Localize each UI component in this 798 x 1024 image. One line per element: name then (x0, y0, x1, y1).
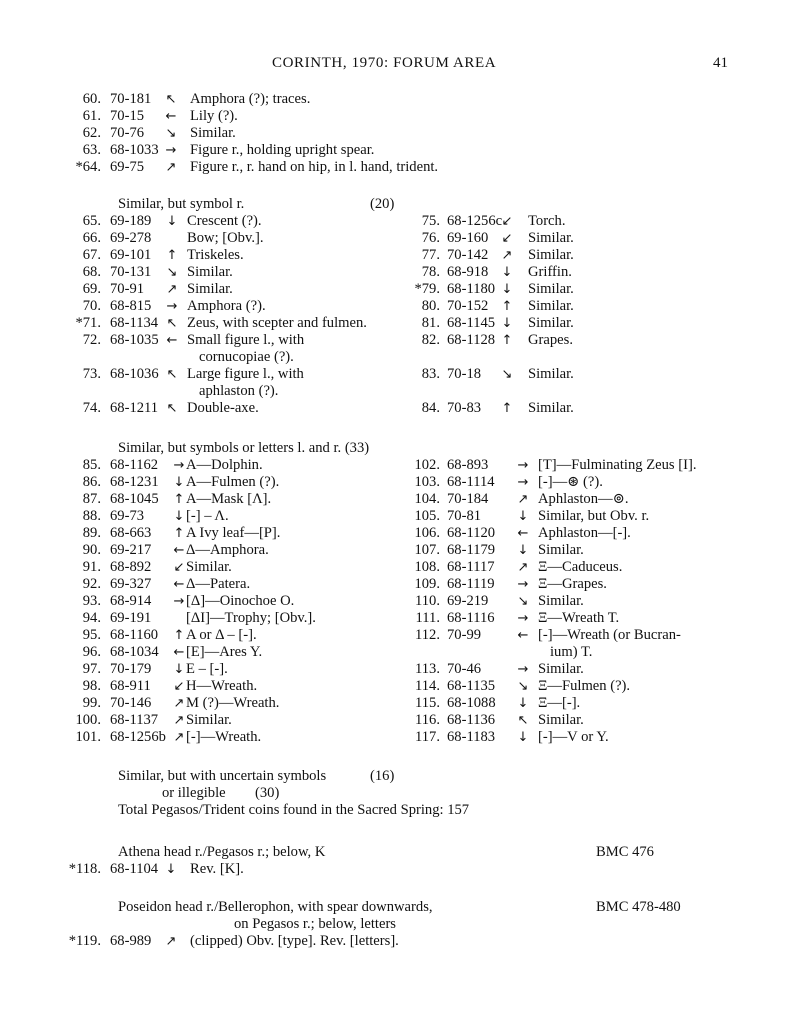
entry-number: 75. (421, 213, 440, 229)
die-axis-arrow-icon: ← (173, 645, 185, 660)
die-axis-arrow-icon: ↗ (165, 160, 177, 175)
entry-description: Similar. (528, 298, 574, 314)
entry-description: [E]—Ares Y. (186, 644, 263, 660)
inventory-number: 68-1036 (110, 366, 159, 382)
bmc-reference: BMC 478-480 (596, 899, 681, 915)
inventory-number: 68-914 (110, 593, 152, 609)
entry-description: Similar. (528, 366, 574, 382)
inventory-number: 68-1162 (110, 457, 159, 473)
die-axis-arrow-icon: ↗ (173, 696, 185, 711)
inventory-number: 69-75 (110, 159, 145, 175)
entry-number: 82. (421, 332, 440, 348)
entry-description: Aphlaston—⊚. (538, 491, 629, 507)
entry-description: Similar. (538, 712, 584, 728)
die-axis-arrow-icon: ← (517, 526, 529, 541)
entry-description: A or Δ – [-]. (186, 627, 257, 643)
inventory-number: 68-1256b (110, 729, 166, 745)
group-heading: Similar, but symbol r. (118, 196, 245, 212)
inventory-number: 68-1160 (110, 627, 159, 643)
entry-number: 86. (82, 474, 101, 490)
die-axis-arrow-icon: ↑ (173, 526, 185, 541)
entry-number: 66. (82, 230, 101, 246)
die-axis-arrow-icon: ↑ (501, 299, 513, 314)
die-axis-arrow-icon: ↘ (517, 679, 529, 694)
entry-number: 74. (82, 400, 101, 416)
entry-description: Crescent (?). (187, 213, 262, 229)
inventory-number: 68-1116 (447, 610, 495, 626)
entry-number: 117. (415, 729, 440, 745)
inventory-number: 70-181 (110, 91, 152, 107)
entry-description: M (?)—Wreath. (186, 695, 280, 711)
die-axis-arrow-icon: ↓ (173, 509, 185, 524)
entry-number: 97. (82, 661, 101, 677)
entry-description: Torch. (528, 213, 566, 229)
inventory-number: 68-663 (110, 525, 152, 541)
type-heading-continued: on Pegasos r.; below, letters (234, 916, 396, 932)
illegible-count: (30) (255, 785, 280, 801)
die-axis-arrow-icon: ↘ (501, 367, 513, 382)
die-axis-arrow-icon: ↖ (517, 713, 529, 728)
entry-description: (clipped) Obv. [type]. Rev. [letters]. (190, 933, 399, 949)
inventory-number: 69-191 (110, 610, 152, 626)
die-axis-arrow-icon: ↗ (517, 492, 529, 507)
die-axis-arrow-icon: ↑ (173, 628, 185, 643)
entry-description: Lily (?). (190, 108, 238, 124)
entry-number: 83. (421, 366, 440, 382)
die-axis-arrow-icon: ↓ (517, 509, 529, 524)
entry-description: [-]—Wreath (or Bucran- (538, 627, 681, 643)
entry-number: 73. (82, 366, 101, 382)
entry-description: Similar. (528, 281, 574, 297)
die-axis-arrow-icon: ↓ (173, 475, 185, 490)
entry-description: Similar. (187, 281, 233, 297)
die-axis-arrow-icon: ↑ (501, 401, 513, 416)
entry-description: Similar. (528, 400, 574, 416)
entry-number: 91. (82, 559, 101, 575)
inventory-number: 70-99 (447, 627, 482, 643)
entry-number: *79. (414, 281, 440, 297)
inventory-number: 70-76 (110, 125, 145, 141)
entry-description: [T]—Fulminating Zeus [I]. (538, 457, 697, 473)
entry-description: Double-axe. (187, 400, 259, 416)
entry-description: Rev. [K]. (190, 861, 244, 877)
die-axis-arrow-icon: ↘ (166, 265, 178, 280)
die-axis-arrow-icon: ↖ (166, 401, 178, 416)
entry-description: [ΔI]—Trophy; [Obv.]. (186, 610, 316, 626)
die-axis-arrow-icon: → (517, 475, 529, 490)
entry-number: 89. (82, 525, 101, 541)
die-axis-arrow-icon: ↙ (501, 231, 513, 246)
entry-number: *71. (75, 315, 101, 331)
die-axis-arrow-icon: ↗ (517, 560, 529, 575)
entry-number: 84. (421, 400, 440, 416)
entry-number: 95. (82, 627, 101, 643)
entry-number: 114. (415, 678, 440, 694)
die-axis-arrow-icon: ↗ (173, 730, 185, 745)
entry-description: E – [-]. (186, 661, 228, 677)
entry-description: A—Mask [Λ]. (186, 491, 272, 507)
entry-description: A Ivy leaf—[P]. (186, 525, 281, 541)
die-axis-arrow-icon: → (165, 143, 177, 158)
inventory-number: 70-131 (110, 264, 152, 280)
entry-description: Ξ—Caduceus. (538, 559, 623, 575)
inventory-number: 68-815 (110, 298, 152, 314)
die-axis-arrow-icon: ↓ (501, 316, 513, 331)
die-axis-arrow-icon: ↙ (501, 214, 513, 229)
uncertain-count: (16) (370, 768, 395, 784)
die-axis-arrow-icon: ↑ (166, 248, 178, 263)
entry-description: A—Fulmen (?). (186, 474, 280, 490)
entry-description: Figure r., holding upright spear. (190, 142, 375, 158)
inventory-number: 70-81 (447, 508, 482, 524)
entry-number: *118. (68, 861, 101, 877)
die-axis-arrow-icon: ↓ (166, 214, 178, 229)
inventory-number: 69-73 (110, 508, 145, 524)
die-axis-arrow-icon: ↓ (517, 543, 529, 558)
entry-description: Small figure l., with (187, 332, 305, 348)
entry-description-continued: cornucopiae (?). (199, 349, 294, 365)
entry-description: Similar. (538, 661, 584, 677)
inventory-number: 68-1117 (447, 559, 495, 575)
entry-number: 100. (75, 712, 101, 728)
inventory-number: 68-1045 (110, 491, 159, 507)
entry-number: 103. (414, 474, 440, 490)
inventory-number: 70-152 (447, 298, 489, 314)
die-axis-arrow-icon: ↓ (165, 862, 177, 877)
entry-description: Zeus, with scepter and fulmen. (187, 315, 367, 331)
entry-description: Ξ—Wreath T. (538, 610, 620, 626)
group-heading: Similar, but symbols or letters l. and r. (33) (118, 440, 370, 456)
entry-number: 109. (414, 576, 440, 592)
inventory-number: 68-1035 (110, 332, 159, 348)
entry-number: 92. (82, 576, 101, 592)
inventory-number: 70-91 (110, 281, 145, 297)
inventory-number: 68-1114 (447, 474, 495, 490)
inventory-number: 68-1256c (447, 213, 503, 229)
inventory-number: 68-892 (110, 559, 152, 575)
inventory-number: 68-1034 (110, 644, 159, 660)
inventory-number: 69-219 (447, 593, 489, 609)
inventory-number: 68-1088 (447, 695, 496, 711)
entry-description: Aphlaston—[-]. (538, 525, 631, 541)
inventory-number: 70-18 (447, 366, 482, 382)
bmc-reference: BMC 476 (596, 844, 654, 860)
entry-description-continued: aphlaston (?). (199, 383, 279, 399)
inventory-number: 70-184 (447, 491, 489, 507)
inventory-number: 70-179 (110, 661, 152, 677)
type-heading: Poseidon head r./Bellerophon, with spear downwards, (118, 899, 433, 915)
inventory-number: 68-1033 (110, 142, 159, 158)
die-axis-arrow-icon: ↘ (165, 126, 177, 141)
entry-number: 111. (415, 610, 440, 626)
inventory-number: 68-1137 (110, 712, 159, 728)
die-axis-arrow-icon: ↓ (517, 730, 529, 745)
inventory-number: 69-160 (447, 230, 489, 246)
total-line: Total Pegasos/Trident coins found in the Sacred Spring: 157 (118, 802, 470, 818)
die-axis-arrow-icon: ← (166, 333, 178, 348)
group-count: (20) (370, 196, 395, 212)
entry-number: 80. (421, 298, 440, 314)
inventory-number: 68-1145 (447, 315, 496, 331)
type-heading: Athena head r./Pegasos r.; below, K (118, 844, 326, 860)
die-axis-arrow-icon: ↗ (501, 248, 513, 263)
entry-description: [-]—V or Y. (538, 729, 609, 745)
inventory-number: 70-142 (447, 247, 489, 263)
inventory-number: 68-1135 (447, 678, 496, 694)
entry-description: A—Dolphin. (186, 457, 263, 473)
uncertain-heading: Similar, but with uncertain symbols (118, 768, 327, 784)
entry-description: Large figure l., with (187, 366, 304, 382)
entry-description: H—Wreath. (186, 678, 258, 694)
entry-description: Similar. (186, 712, 232, 728)
entry-number: 93. (82, 593, 101, 609)
entry-number: 81. (421, 315, 440, 331)
entry-number: 96. (82, 644, 101, 660)
entry-description: Similar. (190, 125, 236, 141)
inventory-number: 69-217 (110, 542, 152, 558)
die-axis-arrow-icon: ↗ (165, 934, 177, 949)
inventory-number: 70-146 (110, 695, 152, 711)
inventory-number: 68-1179 (447, 542, 496, 558)
entry-description: Triskeles. (187, 247, 244, 263)
inventory-number: 68-989 (110, 933, 152, 949)
inventory-number: 70-83 (447, 400, 482, 416)
entry-number: 68. (82, 264, 101, 280)
die-axis-arrow-icon: ← (173, 577, 185, 592)
entry-number: *119. (68, 933, 101, 949)
inventory-number: 68-1104 (110, 861, 159, 877)
die-axis-arrow-icon: ↘ (517, 594, 529, 609)
die-axis-arrow-icon: → (517, 458, 529, 473)
inventory-number: 69-189 (110, 213, 152, 229)
entry-description: Similar, but Obv. r. (538, 508, 650, 524)
die-axis-arrow-icon: ↖ (165, 92, 177, 107)
illegible-heading: or illegible (162, 785, 226, 801)
entry-number: 98. (82, 678, 101, 694)
die-axis-arrow-icon: ↙ (173, 560, 185, 575)
entry-number: 104. (414, 491, 440, 507)
die-axis-arrow-icon: ← (517, 628, 529, 643)
entry-description: Ξ—[-]. (538, 695, 581, 711)
entry-number: 60. (82, 91, 101, 107)
die-axis-arrow-icon: ↓ (501, 282, 513, 297)
die-axis-arrow-icon: → (166, 299, 178, 314)
inventory-number: 68-1180 (447, 281, 496, 297)
entry-number: 88. (82, 508, 101, 524)
die-axis-arrow-icon: ↓ (517, 696, 529, 711)
entry-number: *64. (75, 159, 101, 175)
inventory-number: 68-1134 (110, 315, 159, 331)
entry-description: Similar. (528, 315, 574, 331)
entry-number: 105. (414, 508, 440, 524)
entry-number: 108. (414, 559, 440, 575)
die-axis-arrow-icon: ↓ (501, 265, 513, 280)
die-axis-arrow-icon: ← (165, 109, 177, 124)
entry-number: 94. (82, 610, 101, 626)
entry-number: 101. (75, 729, 101, 745)
entry-number: 113. (415, 661, 440, 677)
entry-description: [-] – Λ. (186, 508, 229, 524)
entry-description: Amphora (?). (187, 298, 266, 314)
die-axis-arrow-icon: ↑ (173, 492, 185, 507)
die-axis-arrow-icon: ← (173, 543, 185, 558)
entry-number: 61. (82, 108, 101, 124)
die-axis-arrow-icon: → (517, 611, 529, 626)
die-axis-arrow-icon: ↓ (173, 662, 185, 677)
die-axis-arrow-icon: ↙ (173, 679, 185, 694)
die-axis-arrow-icon: → (517, 662, 529, 677)
entry-description: Similar. (538, 542, 584, 558)
entry-number: 112. (415, 627, 440, 643)
entry-number: 62. (82, 125, 101, 141)
running-title: CORINTH, 1970: FORUM AREA (272, 55, 497, 71)
entry-description: [-]—⊛ (?). (538, 474, 603, 490)
inventory-number: 70-15 (110, 108, 145, 124)
entry-number: 76. (421, 230, 440, 246)
die-axis-arrow-icon: → (173, 458, 185, 473)
page-number: 41 (713, 55, 728, 71)
entry-description: Δ—Patera. (186, 576, 251, 592)
entry-description: Griffin. (528, 264, 572, 280)
entry-number: 63. (82, 142, 101, 158)
entry-description: Ξ—Fulmen (?). (538, 678, 631, 694)
entry-number: 102. (414, 457, 440, 473)
entry-number: 65. (82, 213, 101, 229)
entry-number: 87. (82, 491, 101, 507)
entry-description: Grapes. (528, 332, 573, 348)
entry-number: 107. (414, 542, 440, 558)
entry-description: Δ—Amphora. (186, 542, 269, 558)
entry-description: Similar. (528, 230, 574, 246)
entry-number: 90. (82, 542, 101, 558)
inventory-number: 70-46 (447, 661, 482, 677)
die-axis-arrow-icon: ↑ (501, 333, 513, 348)
entry-number: 110. (415, 593, 440, 609)
die-axis-arrow-icon: ↗ (173, 713, 185, 728)
entry-number: 99. (82, 695, 101, 711)
entry-description: Figure r., r. hand on hip, in l. hand, trident. (190, 159, 439, 175)
inventory-number: 68-1119 (447, 576, 495, 592)
die-axis-arrow-icon: ↖ (166, 367, 178, 382)
entry-description: Amphora (?); traces. (190, 91, 311, 107)
die-axis-arrow-icon: → (173, 594, 185, 609)
page-header (0, 55, 798, 75)
entry-description: Bow; [Obv.]. (187, 230, 264, 246)
die-axis-arrow-icon: ↖ (166, 316, 178, 331)
inventory-number: 69-278 (110, 230, 152, 246)
entry-number: 70. (82, 298, 101, 314)
entry-number: 72. (82, 332, 101, 348)
inventory-number: 69-101 (110, 247, 152, 263)
inventory-number: 68-893 (447, 457, 489, 473)
inventory-number: 68-918 (447, 264, 489, 280)
entry-number: 67. (82, 247, 101, 263)
inventory-number: 69-327 (110, 576, 152, 592)
entry-description: [Δ]—Oinochoe O. (186, 593, 295, 609)
entry-number: 106. (414, 525, 440, 541)
entry-description: Similar. (186, 559, 232, 575)
die-axis-arrow-icon: ↗ (166, 282, 178, 297)
inventory-number: 68-911 (110, 678, 151, 694)
inventory-number: 68-1136 (447, 712, 496, 728)
entry-description: Similar. (187, 264, 233, 280)
inventory-number: 68-1128 (447, 332, 496, 348)
entry-number: 115. (415, 695, 440, 711)
entry-description: Similar. (538, 593, 584, 609)
inventory-number: 68-1231 (110, 474, 159, 490)
entry-description: Ξ—Grapes. (538, 576, 607, 592)
entry-number: 69. (82, 281, 101, 297)
inventory-number: 68-1183 (447, 729, 496, 745)
inventory-number: 68-1120 (447, 525, 496, 541)
entry-description-continued: ium) T. (550, 644, 593, 660)
entry-number: 78. (421, 264, 440, 280)
entry-description: Similar. (528, 247, 574, 263)
die-axis-arrow-icon: → (517, 577, 529, 592)
entry-description: [-]—Wreath. (186, 729, 262, 745)
entry-number: 85. (82, 457, 101, 473)
entry-number: 116. (415, 712, 440, 728)
entry-number: 77. (421, 247, 440, 263)
inventory-number: 68-1211 (110, 400, 159, 416)
